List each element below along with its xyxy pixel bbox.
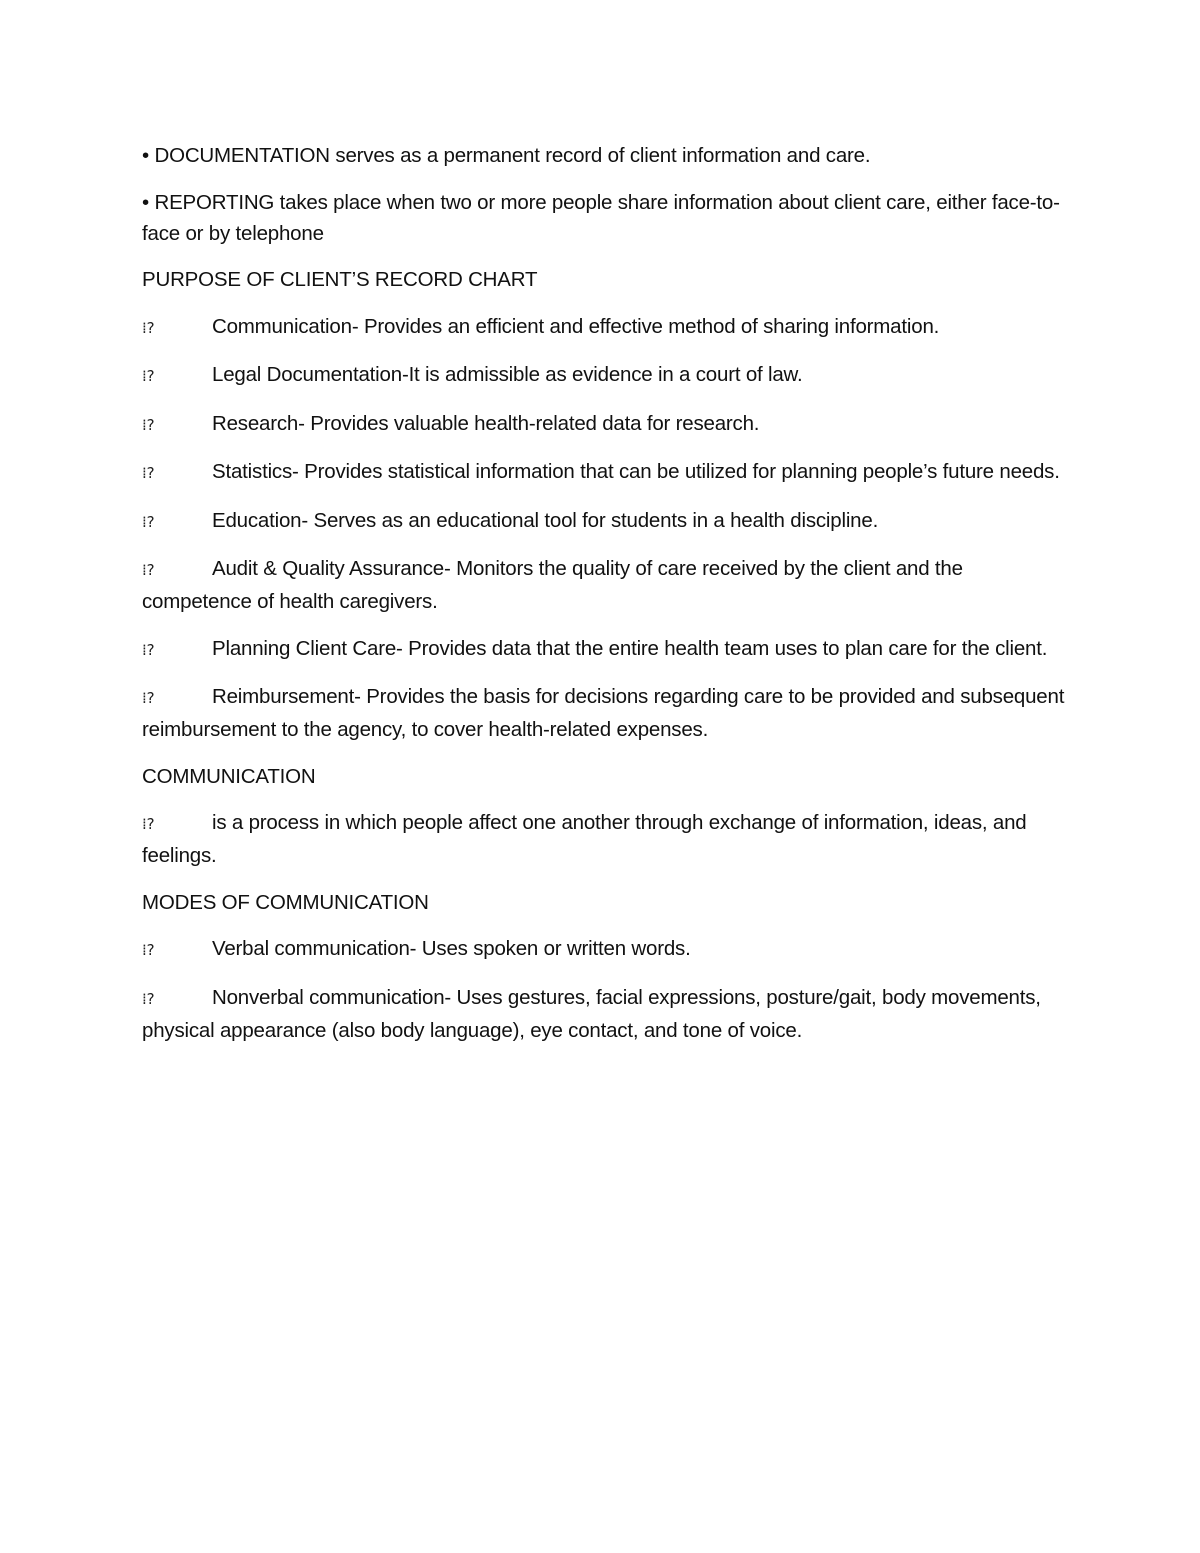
purpose-item-text: Communication- Provides an efficient and effective method of sharing information.	[212, 314, 940, 338]
bullet-glyph-icon: ⁞?	[142, 512, 155, 531]
communication-heading: COMMUNICATION	[142, 764, 316, 788]
purpose-item-reimbursement	[142, 681, 1072, 745]
bullet-glyph-icon: ⁞?	[142, 318, 155, 337]
purpose-item-audit	[142, 553, 1072, 617]
modes-item-text: Verbal communication- Uses spoken or written words.	[212, 937, 691, 960]
bullet-glyph-icon: ⁞?	[142, 561, 155, 579]
modes-heading: MODES OF COMMUNICATION	[142, 890, 429, 914]
purpose-item-research	[142, 408, 1072, 441]
purpose-item-text: Research- Provides valuable health-related data for research.	[212, 411, 760, 435]
purpose-item-legal	[142, 359, 1072, 392]
bullet-glyph-icon: ⁞?	[142, 640, 155, 659]
modes-item-verbal	[142, 933, 1072, 966]
document-body	[142, 140, 1072, 1061]
modes-item-nonverbal	[142, 982, 1072, 1046]
purpose-item-text: Education- Serves as an educational tool for students in a health discipline.	[212, 508, 879, 532]
purpose-item-text: Legal Documentation-It is admissible as evidence in a court of law.	[212, 363, 803, 386]
purpose-item-text: Audit & Quality Assurance- Monitors the quality of care received by the client and the competence of health caregivers.	[142, 557, 963, 613]
bullet-glyph-icon: ⁞?	[142, 941, 155, 959]
purpose-item-text: Reimbursement- Provides the basis for decisions regarding care to be provided and subsequent reimbursement to the agency, to cover health-related expenses.	[142, 685, 1065, 741]
documentation-definition: • DOCUMENTATION serves as a permanent record of client information and care.	[142, 144, 871, 167]
purpose-item-planning	[142, 633, 1072, 666]
bullet-glyph-icon: ⁞?	[142, 367, 155, 385]
purpose-item-communication	[142, 311, 1072, 344]
bullet-glyph-icon: ⁞?	[142, 464, 155, 482]
purpose-heading: PURPOSE OF CLIENT’S RECORD CHART	[142, 268, 538, 291]
purpose-item-text: Statistics- Provides statistical information that can be utilized for planning people’s future needs.	[212, 460, 1060, 483]
modes-item-text: Nonverbal communication- Uses gestures, facial expressions, posture/gait, body movements, physical appearance (also body language), eye contact, and tone of voice.	[142, 985, 1041, 1042]
purpose-item-statistics	[142, 456, 1072, 489]
bullet-glyph-icon: ⁞?	[142, 815, 155, 833]
purpose-item-education	[142, 505, 1072, 538]
communication-item-text: is a process in which people affect one another through exchange of information, ideas, and feelings.	[142, 811, 1027, 867]
purpose-item-text: Planning Client Care- Provides data that the entire health team uses to plan care for the client.	[212, 636, 1048, 660]
reporting-definition: • REPORTING takes place when two or more people share information about client care, either face-to-face or by telephone	[142, 190, 1060, 245]
bullet-glyph-icon: ⁞?	[142, 689, 155, 707]
bullet-glyph-icon: ⁞?	[142, 415, 155, 434]
bullet-glyph-icon: ⁞?	[142, 989, 155, 1008]
communication-definition	[142, 807, 1072, 871]
